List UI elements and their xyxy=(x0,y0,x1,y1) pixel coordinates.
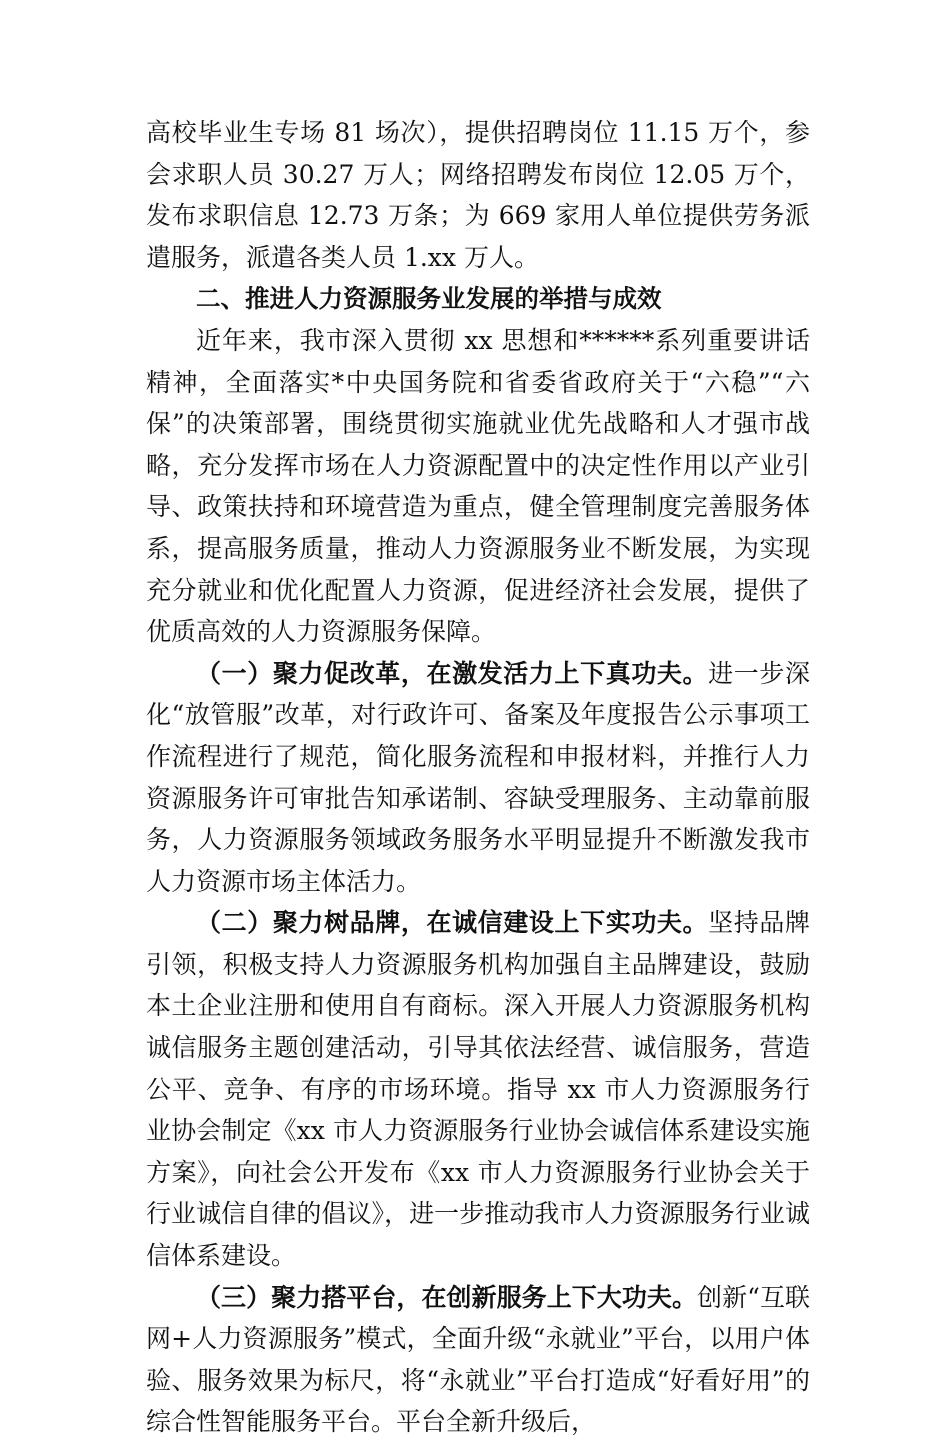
paragraph-lead-reform: （一）聚力促改革，在激发活力上下真功夫。 xyxy=(196,658,709,688)
paragraph-text-platform: 创新“互联网+人力资源服务”模式，全面升级“永就业”平台，以用户体验、服务效果为标尺，将“永就业”平台打造成“好看好用”的综合性智能服务平台。平台全新升级后， xyxy=(146,1282,810,1437)
paragraph-continued: 高校毕业生专场 81 场次），提供招聘岗位 11.15 万个，参会求职人员 30.27 万人；网络招聘发布岗位 12.05 万个，发布求职信息 12.73 万条；为 669 家用人单位提供劳务派遣服务，派遣各类人员 1.xx 万人。 xyxy=(146,118,810,272)
section-heading: 二、推进人力资源服务业发展的举措与成效 xyxy=(196,284,662,314)
paragraph-reform xyxy=(146,653,810,903)
paragraph-intro: 近年来，我市深入贯彻 xx 思想和******系列重要讲话精神，全面落实*中央国务院和省委省政府关于“六稳”“六保”的决策部署，围绕贯彻实施就业优先战略和人才强市战略，充分发挥市场在人力资源配置中的决定性作用以产业引导、政策扶持和环境营造为重点，健全管理制度完善服务体系，提高服务质量，推动人力资源服务业不断发展，为实现充分就业和优化配置人力资源，促进经济社会发展，提供了优质高效的人力资源服务保障。 xyxy=(146,325,810,647)
paragraph-text-reform: 进一步深化“放管服”改革，对行政许可、备案及年度报告公示事项工作流程进行了规范，简化服务流程和申报材料，并推行人力资源服务许可审批告知承诺制、容缺受理服务、主动靠前服务，人力资源服务领域政务服务水平明显提升不断激发我市人力资源市场主体活力。 xyxy=(146,658,810,896)
paragraph-lead-brand: （二）聚力树品牌，在诚信建设上下实功夫。 xyxy=(196,908,709,938)
paragraph-brand xyxy=(146,902,810,1276)
document-body xyxy=(146,112,810,1443)
paragraph-lead-platform: （三）聚力搭平台，在创新服务上下大功夫。 xyxy=(196,1282,698,1312)
paragraph-text-brand: 坚持品牌引领，积极支持人力资源服务机构加强自主品牌建设，鼓励本土企业注册和使用自有商标。深入开展人力资源服务机构诚信服务主题创建活动，引导其依法经营、诚信服务，营造公平、竞争、有序的市场环境。指导 xx 市人力资源服务行业协会制定《xx 市人力资源服务行业协会诚信体系建设实施方案》，向社会公开发布《xx 市人力资源服务行业协会关于行业诚信自律的倡议》，进一步推动我市人力资源服务行业诚信体系建设。 xyxy=(146,908,810,1271)
paragraph-platform xyxy=(146,1277,810,1443)
